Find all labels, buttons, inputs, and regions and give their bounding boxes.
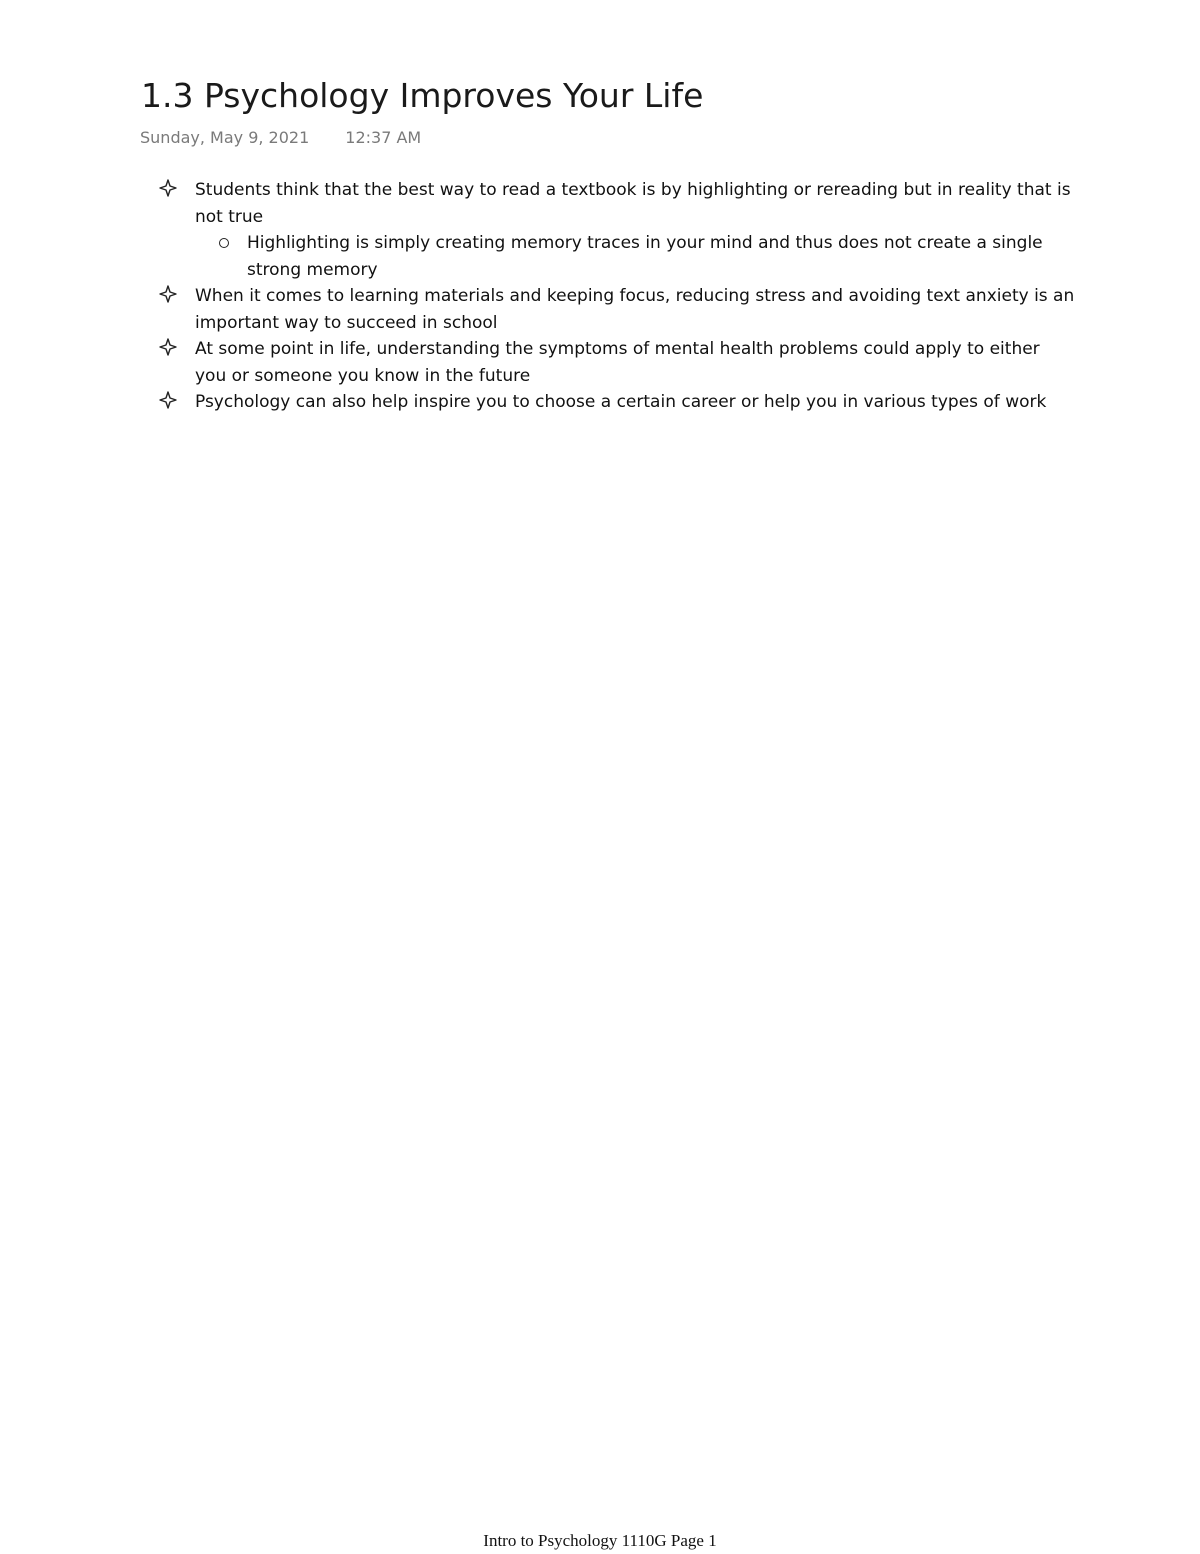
- page-footer: Intro to Psychology 1110G Page 1: [483, 1531, 717, 1550]
- sub-list-item: [0, 230, 1062, 283]
- page-date: Sunday, May 9, 2021: [140, 128, 310, 147]
- hollow-circle-icon: [219, 238, 229, 248]
- list-item: [0, 283, 1075, 336]
- page-timestamp: [140, 127, 421, 149]
- list-item-text: Psychology can also help inspire you to choose a certain career or help you in various types of work: [195, 392, 1047, 412]
- four-point-star-outline-icon: [158, 178, 178, 198]
- list-item: [0, 389, 1075, 416]
- four-point-star-outline-icon: [158, 284, 178, 304]
- page-time: 12:37 AM: [345, 128, 422, 147]
- four-point-star-outline-icon: [158, 390, 178, 410]
- page-title: 1.3 Psychology Improves Your Life: [141, 76, 704, 115]
- sub-list-item-text: Highlighting is simply creating memory traces in your mind and thus does not create a single strong memory: [247, 233, 1043, 280]
- list-item: [0, 336, 1075, 389]
- list-item: [0, 177, 1075, 230]
- list-item-text: Students think that the best way to read a textbook is by highlighting or rereading but in reality that is not true: [195, 180, 1071, 227]
- list-item-text: When it comes to learning materials and keeping focus, reducing stress and avoiding text anxiety is an important way to succeed in school: [195, 286, 1075, 333]
- notes-list: [0, 177, 1200, 416]
- list-item-text: At some point in life, understanding the symptoms of mental health problems could apply to either you or someone you know in the future: [195, 339, 1040, 386]
- four-point-star-outline-icon: [158, 337, 178, 357]
